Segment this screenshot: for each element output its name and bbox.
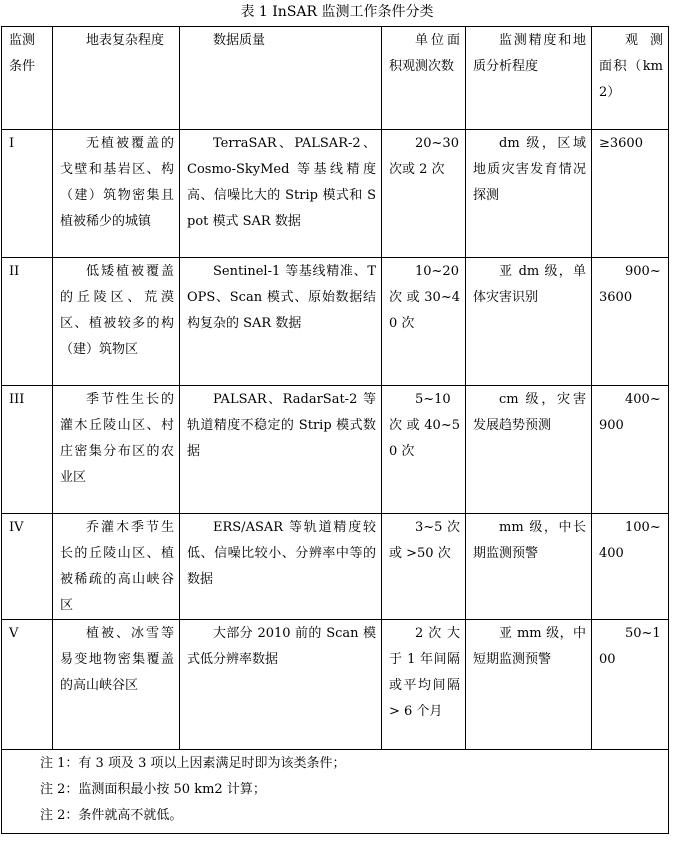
cell-data-quality: Sentinel-1 等基线精准、TOPS、Scan 模式、原始数据结构复杂的 SAR 数据 (180, 258, 382, 386)
notes-row (2, 750, 669, 834)
cell-precision: 亚 dm 级，单体灾害识别 (466, 258, 592, 386)
cell-precision: cm 级，灾害发展趋势预测 (466, 386, 592, 514)
header-obs-count: 单位面积观测次数 (382, 27, 466, 130)
cell-terrain: 无植被覆盖的戈壁和基岩区、构（建）筑物密集且植被稀少的城镇 (53, 130, 180, 258)
notes-cell (2, 750, 669, 834)
table-row (2, 130, 669, 258)
cell-area: 100~400 (592, 514, 669, 620)
cell-condition: I (2, 130, 53, 258)
cell-obs-count: 10~20 次 或 30~40 次 (382, 258, 466, 386)
cell-data-quality: PALSAR、RadarSat-2 等轨道精度不稳定的 Strip 模式数据 (180, 386, 382, 514)
table-row (2, 514, 669, 620)
cell-terrain: 季节性生长的灌木丘陵山区、村庄密集分布区的农业区 (53, 386, 180, 514)
header-condition: 监测条件 (2, 27, 53, 130)
cell-condition: IV (2, 514, 53, 620)
cell-obs-count: 20~30 次或 2 次 (382, 130, 466, 258)
cell-condition: V (2, 620, 53, 750)
cell-terrain: 乔灌木季节生长的丘陵山区、植被稀疏的高山峡谷区 (53, 514, 180, 620)
cell-area: 900~3600 (592, 258, 669, 386)
cell-area: ≥3600 (592, 130, 669, 258)
cell-condition: II (2, 258, 53, 386)
note-1: 注 1：有 3 项及 3 项以上因素满足时即为该类条件； (40, 756, 346, 771)
cell-precision: 亚 mm 级，中短期监测预警 (466, 620, 592, 750)
header-area: 观测面积（km2） (592, 27, 669, 130)
cell-area: 50~100 (592, 620, 669, 750)
cell-data-quality: ERS/ASAR 等轨道精度较低、信噪比较小、分辨率中等的数据 (180, 514, 382, 620)
header-data-quality: 数据质量 (180, 27, 382, 130)
table-row (2, 386, 669, 514)
table-row (2, 620, 669, 750)
cell-obs-count: 5~10 次 或 40~50 次 (382, 386, 466, 514)
note-2: 注 2：监测面积最小按 50 km2 计算； (40, 782, 266, 797)
cell-terrain: 低矮植被覆盖的丘陵区、荒漠区、植被较多的构（建）筑物区 (53, 258, 180, 386)
cell-terrain: 植被、冰雪等易变地物密集覆盖的高山峡谷区 (53, 620, 180, 750)
header-precision: 监测精度和地质分析程度 (466, 27, 592, 130)
cell-obs-count: 2 次 大于 1 年间隔或平均间隔> 6 个月 (382, 620, 466, 750)
cell-data-quality: TerraSAR、PALSAR-2、Cosmo-SkyMed 等基线精度高、信噪比大的 Strip 模式和 Spot 模式 SAR 数据 (180, 130, 382, 258)
note-3: 注 2：条件就高不就低。 (40, 808, 183, 823)
table-row (2, 258, 669, 386)
header-terrain: 地表复杂程度 (53, 27, 180, 130)
header-row (2, 27, 669, 130)
cell-precision: dm 级，区域地质灾害发育情况探测 (466, 130, 592, 258)
cell-precision: mm 级，中长期监测预警 (466, 514, 592, 620)
cell-area: 400~900 (592, 386, 669, 514)
table-title: 表 1 InSAR 监测工作条件分类 (240, 4, 434, 20)
cell-data-quality: 大部分 2010 前的 Scan 模式低分辨率数据 (180, 620, 382, 750)
insar-conditions-table (1, 26, 669, 834)
cell-condition: III (2, 386, 53, 514)
cell-obs-count: 3~5 次或 >50 次 (382, 514, 466, 620)
